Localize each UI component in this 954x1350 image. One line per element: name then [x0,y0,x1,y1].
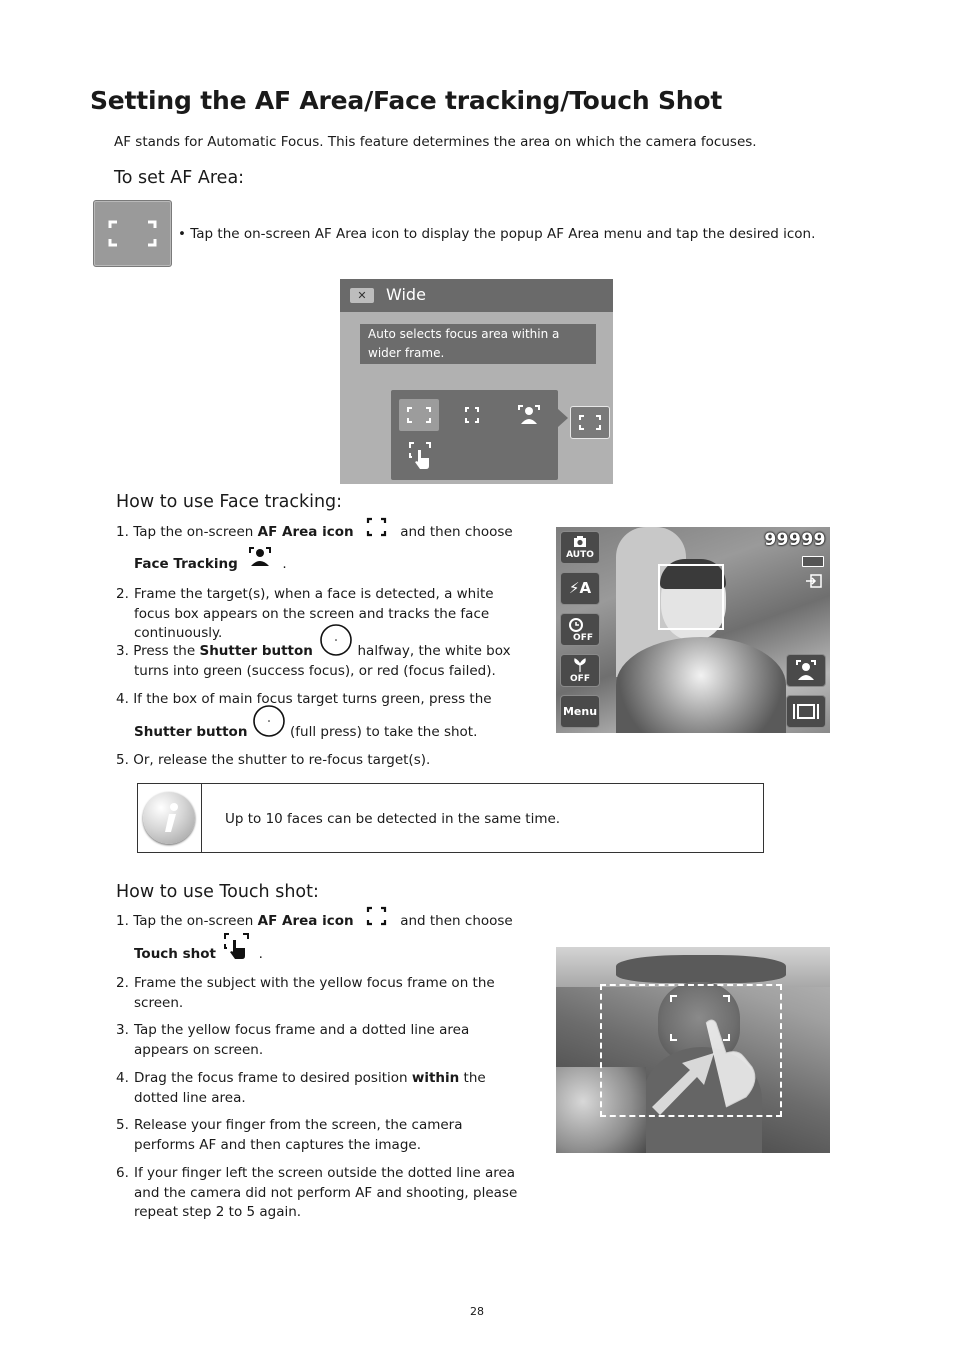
af-center-option[interactable] [459,403,485,427]
display-mode-button[interactable] [786,695,826,728]
popup-menu [391,390,558,480]
flash-icon[interactable]: ⚡A [560,572,600,605]
scene-auto-button[interactable]: AUTO [560,531,600,564]
note-box [137,783,764,853]
face-step-5: 5. Or, release the shutter to re-focus target(s). [116,752,431,768]
shutter-button-icon [319,623,353,657]
shutter-button-icon [252,704,286,738]
popup-header [340,279,613,312]
popup-description: Auto selects focus area within a wider frame. [360,324,596,364]
battery-icon [802,556,824,567]
page-number: 28 [470,1305,484,1318]
face-tracking-option[interactable] [515,402,543,428]
face-tracking-screen [556,527,830,733]
af-wide-option[interactable] [399,399,439,431]
menu-button[interactable]: Menu [560,695,600,728]
touch-shot-steps: 1. Tap the on-screen AF Area icon and then choose Touch shot . 2. Frame the subject with the yellow focus frame on the screen. 3. Tap the yellow focus frame and a dotted line area appears on screen. 4. Drag the focus frame to desired position within the dotted line area. 5. Release your finger from the screen, the camera performs AF and then captures the image. 6. If your finger left the screen outside the dotted line area and the camera did not perform AF and shooting, please repeat step 2 to 5 again. [116,912,536,1232]
face-focus-box [658,564,724,630]
face-step-4: 4. If the box of main focus target turns green, press the [116,691,492,707]
close-icon[interactable]: ✕ [350,288,374,303]
note-divider [201,784,202,852]
face-tracking-icon [246,545,274,571]
touch-shot-screen [556,947,830,1153]
af-area-bullet-text: Tap the on-screen AF Area icon to display the popup AF Area menu and tap the desired icon. [190,226,816,242]
note-text: Up to 10 faces can be detected in the same time. [225,811,561,827]
popup-pointer [558,409,568,427]
page-title: Setting the AF Area/Face tracking/Touch Shot [90,86,723,115]
touch-shot-icon [222,931,252,961]
face-step-3: 3. Press the Shutter button halfway, the white box [116,642,511,662]
face-tracking-icon[interactable] [786,654,826,687]
af-area-heading: To set AF Area: [114,168,245,188]
face-tracking-steps: 1. Tap the on-screen AF Area icon and then choose Face Tracking . 2. Frame the target(s), when a face is detected, a white focus box appears on the screen and tracks the face continuously. 3. Press the Shutter button halfway, the white box turns into green (success focus), or red (focus failed). 4. If the box of main focus target turns green, press the Shutter button (full press) to take the shot. 5. Or, release the shutter to re-focus target(s). [116,523,536,773]
touch-shot-heading: How to use Touch shot: [116,882,319,902]
touch-step-1: 1. Tap the on-screen AF Area icon and then choose [116,912,513,932]
self-timer-icon[interactable]: OFF [560,613,600,646]
drag-arrow [642,1015,772,1115]
shots-remaining: 99999 [764,530,826,550]
camera-icon [561,534,599,550]
bouquet [616,637,786,733]
hat [616,955,786,983]
af-area-icon [364,906,390,928]
storage-icon [806,573,822,587]
af-area-bullet: • Tap the on-screen AF Area icon to display the popup AF Area menu and tap the desired icon. [178,226,816,242]
intro-text: AF stands for Automatic Focus. This feature determines the area on which the camera focuses. [114,134,757,150]
af-area-icon [93,200,172,267]
face-step-1: 1. Tap the on-screen AF Area icon and then choose [116,523,513,543]
macro-icon[interactable]: OFF [560,654,600,687]
af-area-icon [364,517,390,539]
touch-shot-option[interactable] [407,440,435,470]
af-area-popup [340,279,613,484]
af-area-current-button[interactable] [570,406,610,439]
popup-title: Wide [386,285,426,304]
face-tracking-heading: How to use Face tracking: [116,492,343,512]
info-icon [143,792,195,844]
